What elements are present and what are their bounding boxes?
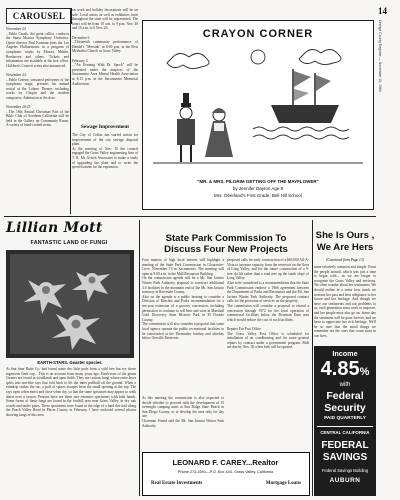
carousel-title: CAROUSEL	[12, 11, 66, 21]
lillian-mott-title: Lillian Mott	[6, 220, 103, 236]
sewage-title: Sewage Improvement	[81, 124, 129, 130]
earth-stars-caption: EARTH-STARS. Geaster species.	[37, 360, 103, 365]
page-number: 14	[378, 6, 387, 16]
column-divider	[139, 220, 140, 496]
state-park-col1-bottom: At this meeting the commission is also expected to decide whether to proceed with the development of 15 overnight camping units at Sun Ridge State Beach in San Diego County, or to develop the area only for day use. Chairman Friend said the Mt. San Jacinto Winter Park Authority	[142, 396, 224, 428]
page-side-text: Orange County Register — November 15, 1964	[378, 20, 382, 92]
section-divider	[4, 216, 376, 217]
leonard-carey-ad	[142, 452, 310, 496]
federal-ad-paid: PAID QUARTERLY	[324, 416, 366, 421]
federal-ad-tagline: Federal Savings Building	[321, 468, 369, 473]
federal-ad-rate: 4.85	[320, 358, 360, 380]
earth-stars-photo	[6, 250, 134, 358]
column-divider	[312, 220, 313, 496]
shes-ours-title-line2: We Are Hers	[316, 242, 374, 253]
federal-ad-city: AUBURN	[329, 477, 361, 484]
crayon-caption-title: "MR. & MRS. PILGRIM GETTING OFF THE MAYFLOWER"	[197, 179, 319, 184]
federal-ad-name3: FEDERAL	[321, 440, 369, 451]
leonard-ad-tagline	[151, 481, 301, 486]
carousel-right-text: on work and holiday decorations will be on sale. Local artists as well as exhibitors from throughout the state will be represented. The hours will be from 10 a.m. to 9 p.m. Nov. 20 and 10 a.m. to 6 Nov. 26. December 6 ...Thirteenth community performance of Handel's "Messiah" at 8:00 p.m. in the First Methodist Church in Grass Valley. February 3 ..."An Evening With Dr. Spock" will be presented under the auspices of the Sacramento Area Mental Health Association at 8:15 p.m. in the Sacramento Memorial Auditorium.	[72, 8, 138, 86]
federal-ad-region: CENTRAL CALIFORNIA	[320, 430, 370, 435]
sewage-text: The City of Colfax has started action for improvement of the city sewage disposal plant. At the meeting of Nov. 10 the council engaged the Grass Valley engineering firm of T. R. Mc Grisch Associates to make a study of upgrading the plant and to write the specifications for the expansion.	[72, 133, 138, 170]
federal-ad-percent: %	[359, 366, 370, 378]
crayon-drawing	[153, 45, 363, 175]
federal-ad-name4: SAVINGS	[322, 452, 368, 463]
federal-ad-name1: Federal	[326, 390, 364, 402]
federal-ad-with: with	[339, 382, 351, 388]
shes-ours-text: same relatively common and simple. From the people around, which was just a time to begin with... as we are longer to recognize the Grass Valley and environs. We often wonder about her sentiments. We should realize in a sense how much we treasure her past and bear allegiance to her future and her heritage. And though we have our sentiments and our problems to us, each generation must work to improve, and her people must also go on. Some day the sentiment will be gone forever, and we have to appreciate her rich heritage. We'll be so sure that the small things we remember are the ones that count most in our lives.	[314, 265, 377, 338]
state-park-title-line2: Discuss Four New Projects	[164, 244, 288, 255]
federal-ad-income: Income	[332, 349, 358, 358]
federal-ad-name2: Security	[324, 402, 366, 414]
leonard-ad-name: LEONARD F. CAREY...Realtor	[172, 458, 279, 467]
column-divider	[70, 8, 71, 214]
crayon-corner-box	[142, 20, 374, 210]
leonard-ad-phone: Phone 273-4591—P.O. Box 444, Grass Valley, California	[177, 470, 274, 474]
lillian-text: At that time Butte Co. had found some dry little pods from a wild tree but we chose ingenious flash cup... This is an account from many years ago. Earth-stars of the genus Geaster are found in woodlands and open fields. They are curious fungi whose outer layer splits into star-like rays that fold back to lift the inner puffball off the ground. When a raindrop strikes the sac, a puff of spores escapes from the small opening at the top. The rays open when moist and close when dry, so that the same specimen may appear to walk about over a season. Persons have not these rare treasures specimens with both hands. Some forms of these fungi are found in the foothill area near Grass Valley, in dry oak woods and under pines. These specimens were found at the edge of a hard dirt trail along the Peach Valley Road in Placer County in February. I have enclosed several photos showing fungi of this area.	[6, 367, 137, 417]
shes-ours-title-line1: She Is Ours ,	[315, 230, 375, 241]
state-park-col2: proposed calls for early construction of a $65,000 All-A-Vista to increase capacity from the reservoir on the floor of Long Valley, and for the future construction of a 9-tree ski lift rather than a road tree up the south slope of Long Valley. Also to be considered is a recommendation that the State Park Commission endorse a 1966 agreement between the Department of Parks and Recreation and the Mt. San Jacinto Winter Park Authority. The proposed contract calls for the provision of services on the property. The commission will consider a proposal to extend a concession through 1972 for the local operation of commercial facilities below the Bowman Dam area which would reduce the cost of such facilities. Repairs For Post Office The Grass Valley Post Office is scheduled for installation of air conditioning and for some general repairs by contract under a government program. Bids are due by Nov. 30 when bids will be opened.	[227, 258, 309, 350]
crayon-caption-school: Mrs. Oberland's First Grade, Bell Hill School	[214, 193, 302, 198]
federal-ad-rate-line	[314, 358, 376, 383]
federal-savings-ad	[314, 346, 376, 496]
federal-ad-rule	[317, 426, 373, 427]
crayon-corner-title: CRAYON CORNER	[202, 28, 314, 40]
carousel-text: November 24 ...Pablo Casals, the great cellist, conducts the Santa Monica Symphony Orchestra. Opera director Paul Kozman joins the Los Angeles Philharmonic in a program of symphonic works by Mozart, Mahler, Beethoven and others. Tickets and information are available at the box office. Children's Concert series also announced. November 24 ...Pablo Greene, seasoned performer of the symphonic stage, presents his annual recital at the Lobero Theatre, including works by Chopin and the modern composers. Admission at the door. November 20-25 ...The 18th Annual Christmas Fair of the Bible Club of Southern California will be held in the Gallery on Community Room. A variety of hand-crafted items.	[6, 27, 69, 128]
carousel-title-box	[6, 8, 72, 24]
crayon-caption-artist: by Jennifer Dayton Age 8	[232, 186, 284, 191]
shes-ours-continued: (Continued from Page 13)	[326, 258, 364, 262]
lillian-subtitle: FANTASTIC LAND OF FUNGI	[30, 240, 108, 246]
state-park-col1: Four matters of high local interest will highlight a meeting of the State Park Commission in Gloucester-Cove, November 10 in Sacramento. The meeting will open at 9:00 a.m. in the Mall Resources Building. On the commission agenda will be a Mt. San Jacinto Winter Park Authority proposal to construct additional 3.0 facilities in the mountain end of the Mt. San Jacinto tramway in Riverside County. Also on the agenda is a public hearing to consider a Division of Beaches and Parks recommendation for a ten-year extension of a grocery concession, including permission to continue to sell beer and wine at Marshall Gold Discovery State Historic Park in El Dorado County. The commission will also consider a proposal that some local agency operate the public recreational facilities to be constructed at the Thermalito forebay and afterbay below Oroville Reservoir.	[142, 258, 224, 341]
leonard-ad-tagline1: Real Estate Investments	[151, 481, 203, 486]
leonard-ad-tagline2: Mortgage Loans	[265, 481, 301, 486]
state-park-title-line1: State Park Commission To	[165, 233, 287, 244]
